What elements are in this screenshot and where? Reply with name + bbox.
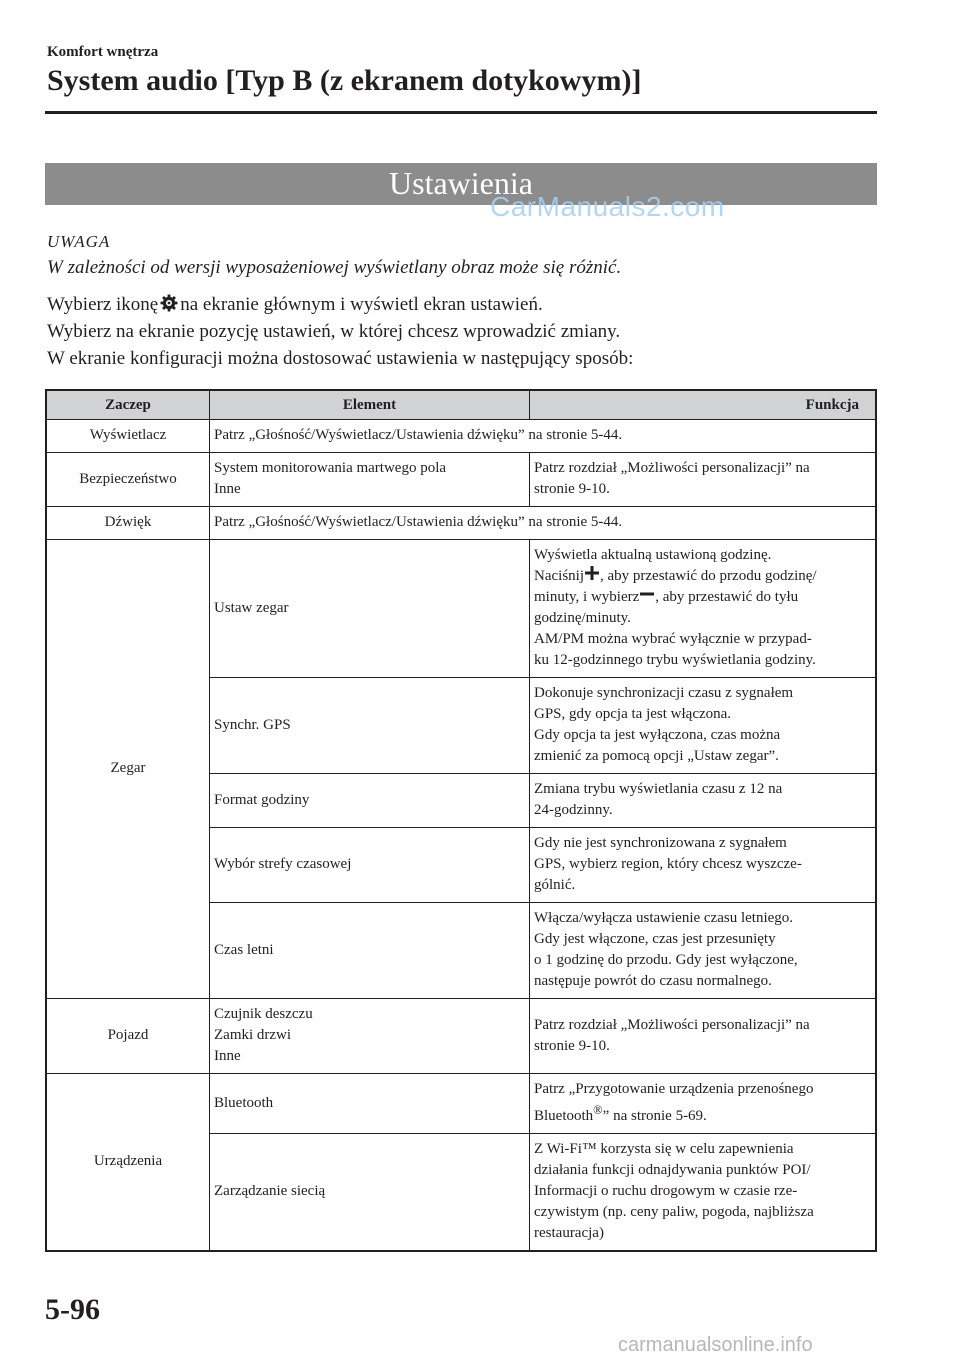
safety-element-2: Inne: [214, 481, 241, 497]
set-clock-line-3-end: , aby przestawić do tyłu: [655, 589, 799, 606]
vehicle-element-2: Zamki drzwi: [214, 1027, 292, 1044]
set-clock-line-1: Wyświetla aktualną ustawioną godzinę.: [534, 547, 772, 563]
registered-mark: ®: [593, 1103, 603, 1118]
table-row: [46, 999, 876, 1074]
note-title: UWAGA: [47, 232, 111, 251]
timezone-element: Wybór strefy czasowej: [210, 828, 530, 903]
tab-cell-vehicle: Pojazd: [46, 999, 210, 1074]
page-number: 5-96: [45, 1293, 100, 1326]
time-format-element: Format godziny: [210, 774, 530, 828]
intro-line-1-start: Wybierz ikonę: [47, 294, 159, 315]
tab-cell-safety: Bezpieczeństwo: [46, 453, 210, 507]
bluetooth-line-2-a: Bluetooth: [534, 1108, 594, 1125]
vehicle-function: [530, 999, 877, 1074]
timezone-line-1: Gdy nie jest synchronizowana z sygnałem: [534, 835, 787, 852]
gps-sync-element: Synchr. GPS: [210, 678, 530, 774]
page-title: System audio [Typ B (z ekranem dotykowym)]: [47, 64, 642, 97]
header-element: Element: [210, 390, 530, 420]
bluetooth-line-1: Patrz „Przygotowanie urządzenia przenośnego: [534, 1081, 814, 1098]
timezone-function: [530, 828, 877, 903]
safety-function-line-2: stronie 9-10.: [534, 481, 610, 497]
settings-gear-icon: [160, 294, 178, 318]
set-clock-line-6: ku 12-godzinnego trybu wyświetlania godziny.: [534, 652, 816, 669]
gps-sync-line-1: Dokonuje synchronizacji czasu z sygnałem: [534, 685, 794, 702]
section-banner-title: Ustawienia: [389, 165, 533, 201]
footer-watermark: carmanualsonline.info: [618, 1334, 813, 1356]
timezone-line-3: gólnić.: [534, 877, 576, 894]
table-row: [46, 420, 876, 453]
tab-cell-clock: Zegar: [46, 540, 210, 999]
table-row: [46, 1074, 876, 1134]
dst-line-4: następuje powrót do czasu normalnego.: [534, 973, 772, 990]
dst-element: Czas letni: [210, 903, 530, 999]
bluetooth-element: Bluetooth: [210, 1074, 530, 1134]
set-clock-element: Ustaw zegar: [210, 540, 530, 678]
header-tab: Zaczep: [46, 390, 210, 420]
safety-elements: [210, 453, 530, 507]
dst-line-1: Włącza/wyłącza ustawienie czasu letniego.: [534, 910, 794, 927]
network-line-4: czywistym (np. ceny paliw, pogoda, najbliższa: [534, 1204, 814, 1221]
tab-cell-sound: Dźwięk: [46, 507, 210, 540]
intro-line-3: W ekranie konfiguracji można dostosować ustawienia w następujący sposób:: [47, 348, 634, 369]
bluetooth-line-2-b: ” na stronie 5-69.: [602, 1108, 707, 1125]
set-clock-line-2: [534, 566, 871, 587]
set-clock-line-3-start: minuty, i wybierz: [534, 589, 640, 606]
minus-icon: [640, 587, 654, 608]
gps-sync-line-2: GPS, gdy opcja ta jest włączona.: [534, 706, 732, 723]
set-clock-line-3: [534, 587, 871, 608]
set-clock-function: [530, 540, 877, 678]
gps-sync-line-4: zmienić za pomocą opcji „Ustaw zegar”.: [534, 748, 779, 765]
set-clock-line-2-start: Naciśnij: [534, 568, 584, 584]
intro-line-1: [47, 294, 543, 318]
vehicle-element-1: Czujnik deszczu: [214, 1006, 313, 1023]
table-row: [46, 453, 876, 507]
bluetooth-function: [530, 1074, 877, 1134]
time-format-function: [530, 774, 877, 828]
vehicle-function-line-2: stronie 9-10.: [534, 1037, 610, 1054]
safety-function: [530, 453, 877, 507]
section-label: Komfort wnętrza: [47, 44, 159, 60]
time-format-line-2: 24-godzinny.: [534, 802, 613, 819]
time-format-line-1: Zmiana trybu wyświetlania czasu z 12 na: [534, 781, 783, 798]
set-clock-line-5: AM/PM można wybrać wyłącznie w przypad-: [534, 631, 812, 648]
set-clock-line-4: godzinę/minuty.: [534, 610, 631, 627]
header-function: Funkcja: [530, 390, 877, 420]
sound-description: Patrz „Głośność/Wyświetlacz/Ustawienia dźwięku” na stronie 5-44.: [210, 507, 877, 540]
safety-element-1: System monitorowania martwego pola: [214, 460, 447, 476]
dst-line-2: Gdy jest włączone, czas jest przesunięty: [534, 931, 776, 948]
tab-cell-devices: Urządzenia: [46, 1074, 210, 1252]
vehicle-elements: [210, 999, 530, 1074]
settings-table: [45, 389, 877, 1252]
intro-line-1-end: na ekranie głównym i wyświetl ekran ustawień.: [180, 294, 543, 315]
network-element: Zarządzanie siecią: [210, 1134, 530, 1252]
network-line-3: Informacji o ruchu drogowym w czasie rze-: [534, 1183, 798, 1200]
table-row: [46, 507, 876, 540]
intro-line-2: Wybierz na ekranie pozycję ustawień, w której chcesz wprowadzić zmiany.: [47, 321, 621, 342]
network-line-1: Z Wi-Fi™ korzysta się w celu zapewnienia: [534, 1141, 794, 1158]
section-banner: [45, 163, 877, 205]
table-header-row: [46, 390, 876, 420]
plus-icon: [585, 566, 599, 587]
timezone-line-2: GPS, wybierz region, który chcesz wyszcze-: [534, 856, 802, 873]
network-function: [530, 1134, 877, 1252]
display-description: Patrz „Głośność/Wyświetlacz/Ustawienia dźwięku” na stronie 5-44.: [210, 420, 877, 453]
dst-function: [530, 903, 877, 999]
tab-cell-display: Wyświetlacz: [46, 420, 210, 453]
watermark: CarManuals2.com: [490, 191, 725, 222]
vehicle-function-line-1: Patrz rozdział „Możliwości personalizacji” na: [534, 1016, 810, 1033]
gps-sync-function: [530, 678, 877, 774]
network-line-2: działania funkcji odnajdywania punktów POI/: [534, 1162, 811, 1179]
safety-function-line-1: Patrz rozdział „Możliwości personalizacji” na: [534, 460, 810, 476]
heading-rule: [45, 111, 877, 114]
network-line-5: restauracja): [534, 1225, 604, 1242]
bluetooth-line-2: [534, 1100, 871, 1127]
vehicle-element-3: Inne: [214, 1048, 241, 1065]
set-clock-line-2-end: , aby przestawić do przodu godzinę/: [600, 568, 817, 584]
dst-line-3: o 1 godzinę do przodu. Gdy jest wyłączone,: [534, 952, 798, 969]
note-text: W zależności od wersji wyposażeniowej wyświetlany obraz może się różnić.: [47, 257, 622, 278]
table-row: [46, 540, 876, 678]
gps-sync-line-3: Gdy opcja ta jest wyłączona, czas można: [534, 727, 781, 744]
